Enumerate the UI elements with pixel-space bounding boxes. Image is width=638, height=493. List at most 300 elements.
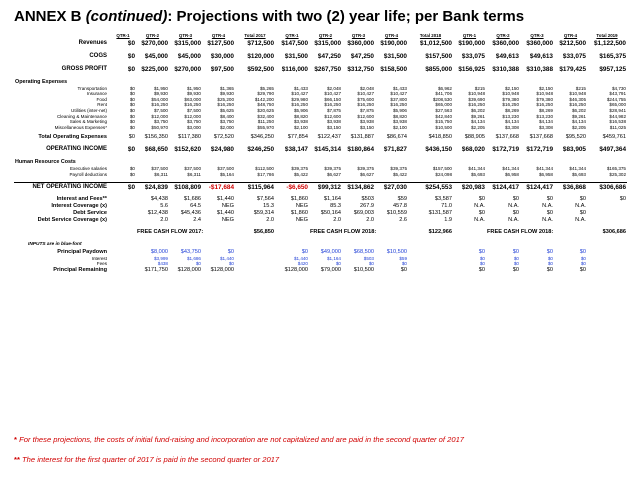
value-cell: $3,938 [326,119,341,125]
value-cell: $0 [195,261,201,267]
value-cell: $41,344 [502,166,519,172]
table-row [14,52,627,61]
value-cell: $156,925 [458,65,485,73]
value-cell: $7,564 [256,195,274,202]
value-cell: -$6,650 [275,182,309,192]
table-row [14,145,627,154]
value-cell: $10,427 [324,91,341,97]
value-cell: $1,164 [323,195,341,202]
value-cell: $7,875 [359,107,374,113]
value-cell: $29,980 [291,96,308,102]
value-cell: $7,500 [153,107,168,113]
value-cell: $6,311 [187,171,201,177]
value-cell: $31,500 [383,52,407,60]
value-cell: $1,122,500 [594,39,626,47]
row-label: Rent [97,102,107,108]
column-header: QTR-3 [530,33,544,38]
value-cell: $29,790 [257,91,274,97]
column-header: QTR-3 [351,33,366,38]
value-cell: $8,400 [219,113,234,119]
table-row [14,65,627,74]
row-label: Interest and Fees** [56,195,107,202]
value-cell: $72,520 [213,134,234,141]
value-cell: $158,500 [380,65,407,73]
value-cell: 1.9 [444,216,452,223]
value-cell: $157,500 [425,52,452,60]
value-cell: $0 [129,124,135,130]
row-label: COGS [89,52,107,59]
section-heading-row [14,158,627,166]
value-cell: $215 [575,85,586,91]
value-cell: $0 [228,261,234,267]
value-cell: $0 [546,209,553,216]
column-header: QTR-4 [384,33,399,38]
value-cell: $36,868 [554,182,587,192]
value-cell: $128,000 [284,266,308,273]
value-cell: $142,200 [254,96,274,102]
row-label: Debt Service Coverage (x) [37,216,107,223]
value-cell: $86,674 [386,134,407,141]
value-cell: $47,250 [350,52,374,60]
value-cell: $9,930 [219,91,234,97]
value-cell: N.A. [508,216,519,223]
value-cell: $0 [478,266,485,273]
value-cell: $8,820 [293,113,308,119]
value-cell: $1,950 [186,85,201,91]
row-label: Principal Remaining [53,266,107,273]
value-cell: $503 [361,195,374,202]
row-label: Executive salaries [69,166,107,172]
table-row [14,228,627,237]
value-cell: $10,427 [390,91,407,97]
value-cell: $0 [479,261,485,267]
row-label: Utilities (inter-net) [71,107,107,113]
value-cell: $5,906 [293,107,308,113]
footnotes [14,435,626,475]
column-header: Total 2018 [419,33,442,38]
projection-table [14,33,627,274]
value-cell: $16,250 [151,102,168,108]
value-cell: $2,048 [359,85,374,91]
value-cell: $4,134 [571,119,586,125]
value-cell: $5,265 [259,85,274,91]
value-cell: $39,375 [291,166,308,172]
table-row [14,182,627,192]
value-cell: $3,938 [359,119,374,125]
value-cell: $31,500 [284,52,308,60]
value-cell: $1,012,500 [420,39,452,47]
value-cell: 85.3 [330,202,341,209]
row-label: Interest [91,255,107,261]
value-cell: $420 [297,261,308,267]
value-cell: $49,000 [320,248,341,255]
value-cell: $2,000 [219,124,234,130]
column-header: QTR-4 [211,33,226,38]
value-cell: $39,690 [468,96,485,102]
value-cell: $27,563 [435,107,452,113]
value-cell: $0 [512,195,519,202]
value-cell: $16,250 [569,102,586,108]
row-label [14,228,110,237]
value-cell: $1,365 [219,85,234,91]
value-cell: $10,500 [435,124,452,130]
value-cell: $3,587 [434,195,452,202]
value-cell: $9,261 [470,113,485,119]
value-cell: $12,000 [151,113,168,119]
table-row [14,249,627,256]
section-heading: Operating Expenses [15,78,68,85]
value-cell [235,249,275,256]
value-cell: $39,375 [390,166,407,172]
value-cell: $1,164 [326,255,341,261]
value-cell: $0 [512,266,519,273]
value-cell [408,267,453,274]
value-cell: $0 [335,261,341,267]
value-cell: $3,750 [186,119,201,125]
value-cell: $1,860 [290,195,308,202]
value-cell: $16,250 [536,102,553,108]
value-cell: $2,205 [571,124,586,130]
column-header: QTR-2 [145,33,160,38]
value-cell: $0 [547,261,553,267]
value-cell: $1,433 [293,85,308,91]
value-cell: $24,839 [136,182,169,192]
value-cell: $436,150 [425,146,452,154]
value-cell: $145,314 [314,146,341,154]
value-cell: $270,000 [174,65,201,73]
value-cell: $43,750 [180,248,201,255]
value-cell: N.A. [542,202,553,209]
value-cell: $0 [127,39,135,47]
value-cell: $77,854 [287,134,308,141]
value-cell: $25,200 [217,96,234,102]
value-cell: $208,530 [432,96,452,102]
value-cell: $2,205 [470,124,485,130]
value-cell: $0 [579,195,586,202]
value-cell [453,228,486,237]
value-cell: $12,600 [357,113,374,119]
value-cell: $10,948 [502,91,519,97]
value-cell: -$17,684 [202,182,235,192]
value-cell: $2,048 [326,85,341,91]
value-cell: $49,613 [529,52,553,60]
value-cell: $50,164 [320,209,341,216]
value-cell [235,267,275,274]
value-cell: $124,417 [486,182,520,192]
value-cell: $79,000 [320,266,341,273]
value-cell: $37,500 [217,166,234,172]
value-cell [587,203,627,210]
value-cell: $152,620 [174,146,201,154]
value-cell: NEG [221,216,234,223]
value-cell: $41,344 [569,166,586,172]
value-cell: $0 [129,107,135,113]
value-cell: $270,000 [141,39,168,47]
table-row [14,196,627,203]
value-cell: 64.5 [190,202,201,209]
value-cell: $0 [479,255,485,261]
value-cell: $3,750 [153,119,168,125]
value-cell: $8,000 [150,248,168,255]
value-cell: NEG [295,202,308,209]
value-cell: $95,520 [565,134,586,141]
value-cell: $112,500 [255,166,274,172]
value-cell [275,228,309,237]
value-cell: $0 [579,209,586,216]
value-cell: $3,308 [504,124,519,130]
value-cell: N.A. [575,216,586,223]
value-cell: $310,388 [526,65,553,73]
value-cell: $4,134 [470,119,485,125]
value-cell: $172,719 [492,146,519,154]
value-cell: $12,438 [147,209,168,216]
value-cell [202,228,235,237]
value-cell: $497,364 [599,146,626,154]
table-row [14,210,627,217]
value-cell: $459,761 [602,134,626,141]
value-cell: $0 [619,195,626,202]
footnote [14,455,626,464]
value-cell: $63,000 [184,96,201,102]
value-cell: $0 [110,182,136,192]
value-cell: $360,000 [347,39,374,47]
value-cell: $0 [227,248,234,255]
value-cell: $41,344 [468,166,485,172]
value-cell: $0 [512,248,519,255]
value-cell [587,249,627,256]
value-cell: N.A. [474,202,485,209]
title-suffix: : Projections with two (2) year life; per Bank terms [167,8,525,25]
value-cell: NEG [295,216,308,223]
value-cell: $37,500 [151,166,168,172]
value-cell: $0 [478,209,485,216]
value-cell [375,228,408,237]
row-label: GROSS PROFIT [61,65,107,72]
value-cell: $88,905 [464,134,485,141]
value-cell: $3,308 [538,124,553,130]
value-cell: $43,791 [609,91,626,97]
value-cell: $3,750 [219,119,234,125]
value-cell: $1,440 [216,195,234,202]
row-label: Insurance [86,91,107,97]
value-cell: $1,440 [219,255,234,261]
value-cell: $41,344 [536,166,553,172]
value-cell: $0 [580,255,586,261]
value-cell: $5,625 [219,107,234,113]
value-cell: $83,905 [562,146,586,154]
value-cell: $16,250 [357,102,374,108]
value-cell: $127,500 [207,39,234,47]
value-cell: $115,964 [235,182,275,192]
value-cell: $267,750 [314,65,341,73]
value-cell: $0 [400,266,407,273]
value-cell [408,249,453,256]
value-cell: $128,000 [210,266,234,273]
value-cell: $165,375 [599,52,626,60]
value-cell: $7,875 [326,107,341,113]
value-cell: $315,000 [314,39,341,47]
value-cell: $246,250 [247,146,274,154]
row-label: Revenues [78,39,107,46]
value-cell: $438 [157,261,168,267]
footnote-text: For these projections, the costs of initial fund-raising and incorporation are not capitalized and are paid in the second quarter of 2017 [19,435,465,444]
value-cell: $8,269 [538,107,553,113]
value-cell: 267.9 [360,202,374,209]
row-label: Interest Coverage (x) [51,202,107,209]
column-header: Total 2019 [596,33,618,38]
section-heading-row [14,78,627,86]
value-cell: $0 [127,146,135,154]
value-cell: $0 [512,209,519,216]
value-cell: $37,500 [184,166,201,172]
value-cell: $4,730 [611,85,626,91]
value-cell: $71,827 [383,146,407,154]
value-cell: $16,250 [217,102,234,108]
value-cell: $10,427 [291,91,308,97]
value-cell: $1,440 [216,209,234,216]
value-cell: $180,864 [347,146,374,154]
value-cell: $108,809 [169,182,202,192]
value-cell: $17,786 [257,171,274,177]
value-cell: $32,400 [257,113,274,119]
value-cell: $5,164 [219,171,234,177]
value-cell [110,203,136,210]
value-cell [554,228,587,237]
row-label: OPERATING INCOME [46,146,107,153]
column-header: QTR-4 [563,33,578,38]
value-cell: $59 [397,195,407,202]
row-label: Debt Service [73,209,107,216]
value-cell: $1,686 [186,255,201,261]
value-cell: $124,417 [520,182,554,192]
value-cell: $116,000 [281,65,308,73]
value-cell: $3,938 [392,119,407,125]
value-cell [110,210,136,217]
value-cell: $1,860 [290,209,308,216]
value-cell: $45,000 [144,52,168,60]
value-cell: $0 [129,171,135,177]
value-cell: $0 [546,248,553,255]
value-cell: $2,150 [504,85,519,91]
value-cell: NEG [221,202,234,209]
value-cell: $16,250 [502,102,519,108]
value-cell: $59,314 [253,209,274,216]
value-cell: $179,425 [559,65,586,73]
value-cell: $79,380 [502,96,519,102]
value-cell: 2.0 [160,216,168,223]
value-cell: $0 [546,266,553,273]
inputs-note: INPUTS are in blue-font [28,241,82,247]
column-header: QTR-1 [462,33,477,38]
value-cell: $10,500 [386,248,407,255]
value-cell: $16,250 [468,102,485,108]
value-cell: $5,693 [470,171,485,177]
value-cell: $360,000 [526,39,553,47]
value-cell: $45,436 [180,209,201,216]
value-cell: $16,250 [291,102,308,108]
value-cell: $855,000 [425,65,452,73]
value-cell: $10,948 [569,91,586,97]
value-cell: $46,305 [569,96,586,102]
value-cell: $0 [129,119,135,125]
value-cell: $75,600 [357,96,374,102]
value-cell: $33,075 [461,52,485,60]
value-cell: $24,980 [210,146,234,154]
value-cell: $50,970 [151,124,168,130]
value-cell: $592,500 [247,65,274,73]
value-cell: $310,388 [492,65,519,73]
row-label: Miscellaneous Expenses* [54,124,107,130]
value-cell: $56,850 [253,228,274,235]
value-cell: $0 [129,113,135,119]
value-cell: $9,261 [571,113,586,119]
projection-sheet [14,33,626,274]
value-cell: $0 [546,195,553,202]
value-cell: $47,250 [317,52,341,60]
value-cell: $12,000 [184,113,201,119]
value-cell: 71.0 [441,202,452,209]
value-cell: $1,950 [153,85,168,91]
value-cell: $137,668 [495,134,519,141]
row-label: Principal Paydown [57,248,107,255]
value-cell: $3,150 [326,124,341,130]
value-cell: $15,750 [435,119,452,125]
value-cell: $418,850 [428,134,452,141]
value-cell: $0 [129,91,135,97]
footnote-mark: * [14,435,17,444]
value-cell: $157,500 [432,166,452,172]
value-cell: $1,433 [392,85,407,91]
value-cell: $69,003 [353,209,374,216]
value-cell: $131,587 [428,209,452,216]
value-cell: $55,970 [257,124,274,130]
value-cell: $5,906 [392,107,407,113]
value-cell: $0 [579,248,586,255]
value-cell: $0 [547,255,553,261]
value-cell: $4,134 [504,119,519,125]
value-cell: $41,706 [435,91,452,97]
value-cell: $2,100 [293,124,308,130]
value-cell: $25,302 [609,171,626,177]
value-cell: $6,627 [359,171,374,177]
value-cell: $10,427 [357,91,374,97]
value-cell: $27,030 [375,182,408,192]
value-cell: $6,958 [504,171,519,177]
value-cell: $20,983 [453,182,486,192]
value-cell: $3,938 [293,119,308,125]
value-cell: $48,750 [257,102,274,108]
value-cell: $59 [399,255,407,261]
inputs-note-row [14,241,627,249]
table-row [14,134,627,141]
table-body [14,33,627,274]
value-cell: 2.0 [366,216,374,223]
value-cell: $66,150 [324,96,341,102]
value-cell: $0 [368,261,374,267]
value-cell: $30,000 [210,52,234,60]
value-cell: $5,422 [392,171,407,177]
value-cell: $20,625 [257,107,274,113]
column-header: QTR-2 [496,33,510,38]
column-header: Total 2017 [244,33,266,38]
value-cell [110,228,136,237]
value-cell: $68,500 [353,248,374,255]
value-cell: $312,750 [347,65,374,73]
value-cell: $68,650 [144,146,168,154]
value-cell: $68,020 [461,146,485,154]
value-cell: N.A. [542,216,553,223]
value-cell: N.A. [575,202,586,209]
